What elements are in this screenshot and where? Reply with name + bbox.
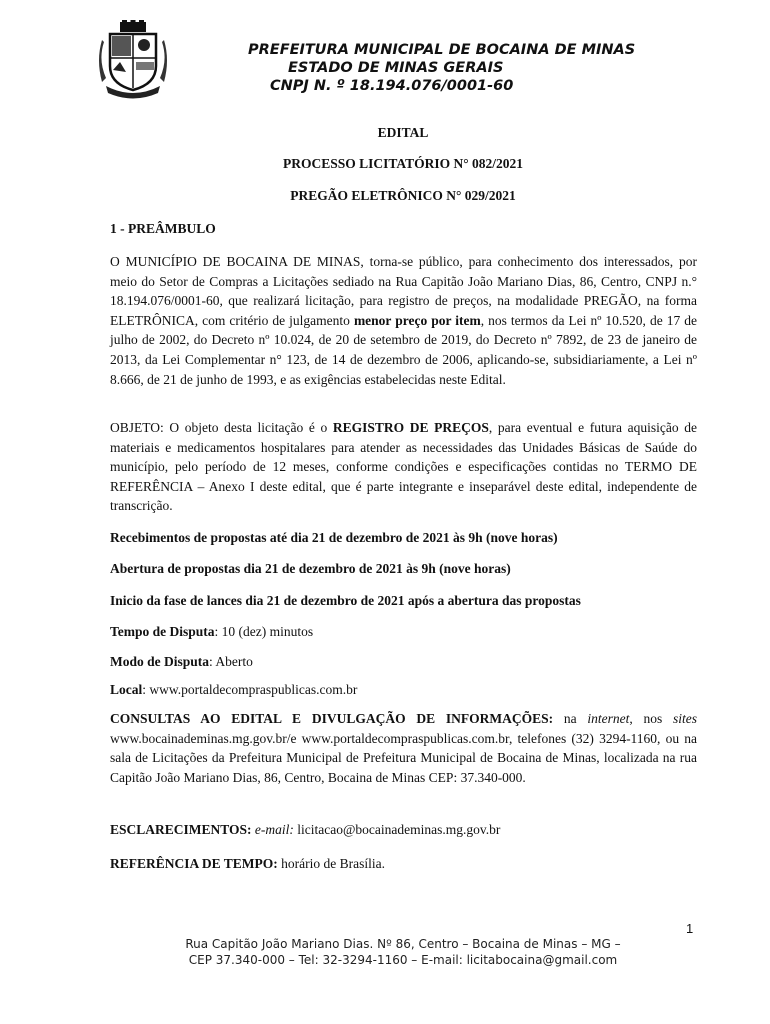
consultations-text-2: , nos bbox=[629, 711, 673, 726]
judgment-criterion: menor preço por item bbox=[353, 312, 481, 328]
object-text-end: , para eventual e futura aquisição de materiais e medicamentos hospitalares para atender as necessidades das Unidades Básicas de Saúde do município, pelo período de 12 meses, conforme condições e especificações contidas no TERMO DE REFERÊNCIA – Anexo I deste edital, que é parte integrante e inseparável deste edital, independente de transcrição. bbox=[110, 420, 697, 514]
page-number: 1 bbox=[686, 921, 694, 936]
location-value: : www.portaldecompraspublicas.com.br bbox=[142, 682, 358, 697]
object-paragraph bbox=[110, 418, 697, 516]
preamble-text-start: O MUNICÍPIO DE BOCAINA DE MINAS, torna-se público, para conhecimento dos interessados, por meio do Setor de Compras a Licitações sediado na Rua Capitão João Mariano Dias, 86, Centro, CNPJ n.° 18.194.076/0001-60, que realizará licitação, para registro de preços, na modalidade PREGÃO, na forma ELETRÔNICA, com critério de julgamento bbox=[110, 254, 697, 328]
preamble-text-end: , nos termos da Lei nº 10.520, de 17 de julho de 2002, do Decreto nº 10.024, de 20 de setembro de 2019, do Decreto nº 7892, de 23 de janeiro de 2013, da Lei Complementar n° 123, de 14 de dezembro de 2006, aplicando-se, subsidiariamente, a Lei nº 8.666, de 21 de junho de 1993, e as exigências estabelecidas neste Edital. bbox=[110, 312, 697, 387]
consultations-text-1: na bbox=[553, 711, 588, 726]
time-reference-line bbox=[110, 854, 697, 874]
dispute-mode-value: : Aberto bbox=[209, 654, 253, 669]
proposal-receipt-deadline: Recebimentos de propostas até dia 21 de dezembro de 2021 às 9h (nove horas) bbox=[110, 530, 558, 545]
municipal-coat-of-arms-logo bbox=[98, 20, 168, 100]
dispute-location bbox=[110, 680, 697, 700]
dispute-time-value: : 10 (dez) minutos bbox=[214, 624, 314, 639]
proposal-opening-date: Abertura de propostas dia 21 de dezembro de 2021 às 9h (nove horas) bbox=[110, 561, 511, 576]
clarifications-email: licitacao@bocainademinas.mg.gov.br bbox=[293, 822, 501, 837]
footer-contact: CEP 37.340-000 – Tel: 32-3294-1160 – E-mail: licitabocaina@gmail.com bbox=[188, 953, 618, 967]
dispute-mode-label: Modo de Disputa bbox=[110, 654, 210, 669]
time-reference-label: REFERÊNCIA DE TEMPO: bbox=[110, 856, 278, 871]
dispute-mode bbox=[110, 652, 697, 672]
auction-number: PREGÃO ELETRÔNICO N° 029/2021 bbox=[290, 188, 516, 203]
header-state-name: ESTADO DE MINAS GERAIS bbox=[288, 60, 504, 76]
header-cnpj: CNPJ N. º 18.194.076/0001-60 bbox=[270, 78, 514, 94]
footer-address: Rua Capitão João Mariano Dias. Nº 86, Centro – Bocaina de Minas – MG – bbox=[185, 937, 621, 951]
clarifications-line bbox=[110, 820, 697, 840]
email-label: e-mail: bbox=[251, 822, 294, 837]
preamble-paragraph bbox=[110, 252, 697, 389]
section-heading-preambulo: 1 - PREÂMBULO bbox=[110, 221, 216, 236]
location-label: Local bbox=[110, 682, 143, 697]
header-municipality-name: PREFEITURA MUNICIPAL DE BOCAINA DE MINAS bbox=[248, 42, 636, 58]
consultations-label: CONSULTAS AO EDITAL E DIVULGAÇÃO DE INFORMAÇÕES: bbox=[110, 711, 554, 726]
consultations-text-3: www.bocainademinas.mg.gov.br/e www.portaldecompraspublicas.com.br, telefones (32) 3294-1160, ou na sala de Licitações da Prefeitura Municipal de Prefeitura Municipal de Bocaina de Minas, localizada na rua Capitão João Mariano Dias, 86, Centro, Bocaina de Minas CEP: 37.340-000. bbox=[110, 730, 697, 785]
object-highlight: REGISTRO DE PREÇOS bbox=[332, 420, 489, 435]
dispute-time-label: Tempo de Disputa bbox=[110, 624, 215, 639]
consultations-sites: sites bbox=[672, 711, 697, 726]
consultations-paragraph bbox=[110, 709, 697, 787]
bidding-phase-start: Inicio da fase de lances dia 21 de dezembro de 2021 após a abertura das propostas bbox=[110, 593, 581, 608]
document-title: EDITAL bbox=[377, 125, 429, 140]
object-text-start: OBJETO: O objeto desta licitação é o bbox=[110, 420, 333, 435]
consultations-internet: internet bbox=[587, 711, 630, 726]
dispute-time bbox=[110, 622, 697, 642]
clarifications-label: ESCLARECIMENTOS: bbox=[110, 822, 252, 837]
process-number: PROCESSO LICITATÓRIO N° 082/2021 bbox=[282, 156, 524, 171]
time-reference-value: horário de Brasília. bbox=[277, 856, 385, 871]
